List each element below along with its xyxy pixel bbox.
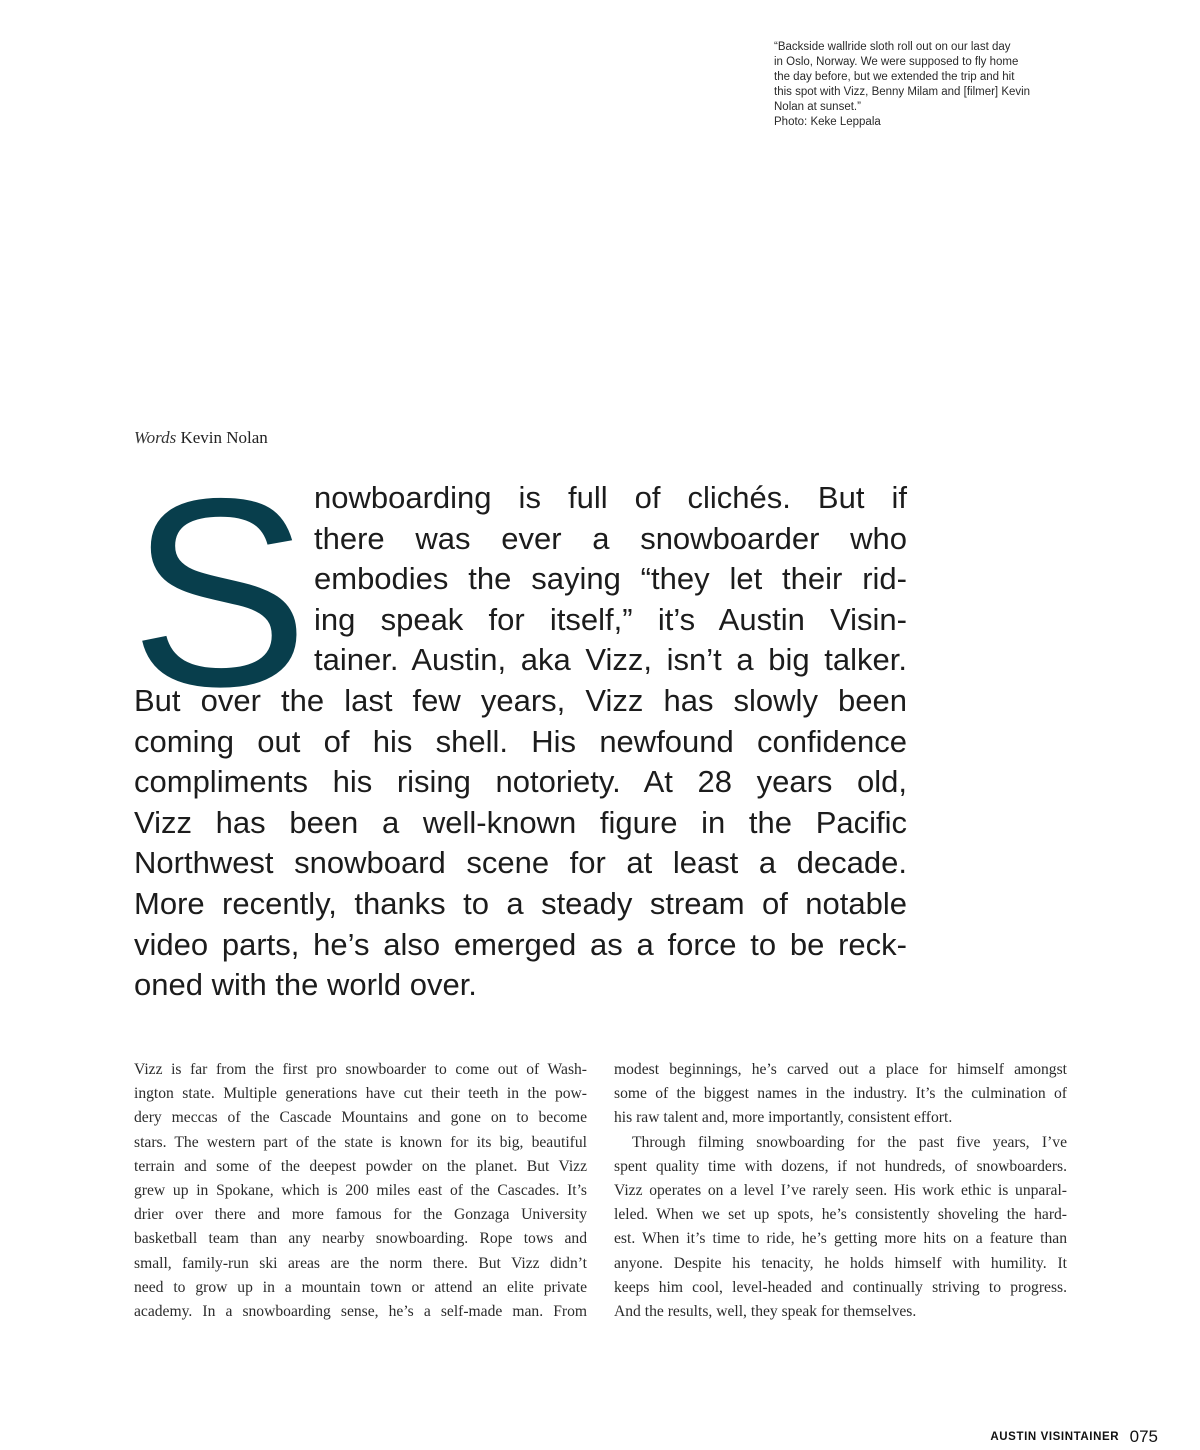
body-line: anyone. Despite his tenacity, he holds himself with humility. It: [614, 1254, 1067, 1272]
body-column-right: [614, 1058, 1067, 1324]
body-line: est. When it’s time to ride, he’s getting more hits on a feature than: [614, 1230, 1067, 1248]
caption-line: the day before, but we extended the trip and hit: [774, 71, 1015, 83]
caption-line: “Backside wallride sloth roll out on our last day: [774, 41, 1011, 53]
body-line: grew up in Spokane, which is 200 miles east of the Cascades. It’s: [134, 1182, 587, 1200]
body-line: spent quality time with dozens, if not hundreds, of snowboarders.: [614, 1157, 1067, 1175]
body-line: some of the biggest names in the industry. It’s the culmination of: [614, 1085, 1067, 1103]
intro-line: coming out of his shell. His newfound confidence: [134, 723, 907, 759]
page-number: 075: [1129, 1427, 1158, 1446]
body-line: stars. The western part of the state is known for its big, beautiful: [134, 1133, 587, 1151]
body-line: ington state. Multiple generations have cut their teeth in the pow-: [134, 1085, 587, 1103]
intro-line: oned with the world over.: [134, 967, 477, 1003]
body-line: need to grow up in a mountain town or attend an elite private: [134, 1278, 587, 1296]
drop-cap: S: [130, 442, 305, 742]
intro-line: nowboarding is full of clichés. But if: [314, 480, 907, 515]
body-line: Vizz is far from the first pro snowboarder to come out of Wash-: [134, 1061, 587, 1078]
intro-line: video parts, he’s also emerged as a force to be reck-: [134, 926, 907, 962]
body-line: And the results, well, they speak for themselves.: [614, 1303, 917, 1321]
page-footer: [990, 1427, 1158, 1447]
intro-line: there was ever a snowboarder who: [314, 520, 907, 556]
intro-line: embodies the saying “they let their rid-: [314, 561, 907, 597]
body-line: Through filming snowboarding for the past five years, I’ve: [632, 1133, 1067, 1151]
caption-line: Nolan at sunset.”: [774, 101, 861, 113]
intro-paragraph: [130, 442, 907, 1006]
body-column-left: [134, 1058, 587, 1324]
caption-line: this spot with Vizz, Benny Milam and [filmer] Kevin: [774, 86, 1031, 98]
body-line: terrain and some of the deepest powder on the planet. But Vizz: [134, 1157, 587, 1175]
byline-label: Words: [134, 428, 177, 447]
intro-line: Vizz has been a well-known figure in the Pacific: [134, 804, 907, 840]
photo-credit: Photo: Keke Leppala: [774, 116, 881, 128]
body-line: basketball team than any nearby snowboarding. Rope tows and: [134, 1230, 587, 1248]
body-line: his raw talent and, more importantly, consistent effort.: [614, 1109, 953, 1127]
body-line: modest beginnings, he’s carved out a place for himself amongst: [614, 1061, 1067, 1078]
intro-line: Northwest snowboard scene for at least a decade.: [134, 845, 907, 881]
body-line: dery meccas of the Cascade Mountains and gone on to become: [134, 1109, 587, 1127]
intro-line: tainer. Austin, aka Vizz, isn’t a big talker.: [314, 642, 907, 678]
body-line: Vizz operates on a level I’ve rarely seen. His work ethic is unparal-: [614, 1182, 1067, 1200]
body-line: small, family-run ski areas are the norm there. But Vizz didn’t: [134, 1254, 587, 1272]
body-line: drier over there and more famous for the Gonzaga University: [134, 1206, 587, 1224]
intro-line: More recently, thanks to a steady stream of notable: [134, 885, 907, 921]
intro-top-block: [314, 478, 907, 681]
running-title: AUSTIN VISINTAINER: [990, 1431, 1120, 1443]
body-line: keeps him cool, level-headed and continually striving to progress.: [614, 1278, 1067, 1296]
intro-line: compliments his rising notoriety. At 28 years old,: [134, 764, 907, 800]
caption-line: in Oslo, Norway. We were supposed to fly home: [774, 56, 1019, 68]
photo-caption: [774, 40, 1074, 130]
intro-line: But over the last few years, Vizz has slowly been: [134, 682, 907, 718]
byline-author: Kevin Nolan: [180, 428, 268, 447]
intro-line: ing speak for itself,” it’s Austin Visin-: [314, 601, 907, 637]
body-line: academy. In a snowboarding sense, he’s a self-made man. From: [134, 1303, 587, 1321]
body-line: leled. When we set up spots, he’s consistently shoveling the hard-: [614, 1206, 1067, 1224]
